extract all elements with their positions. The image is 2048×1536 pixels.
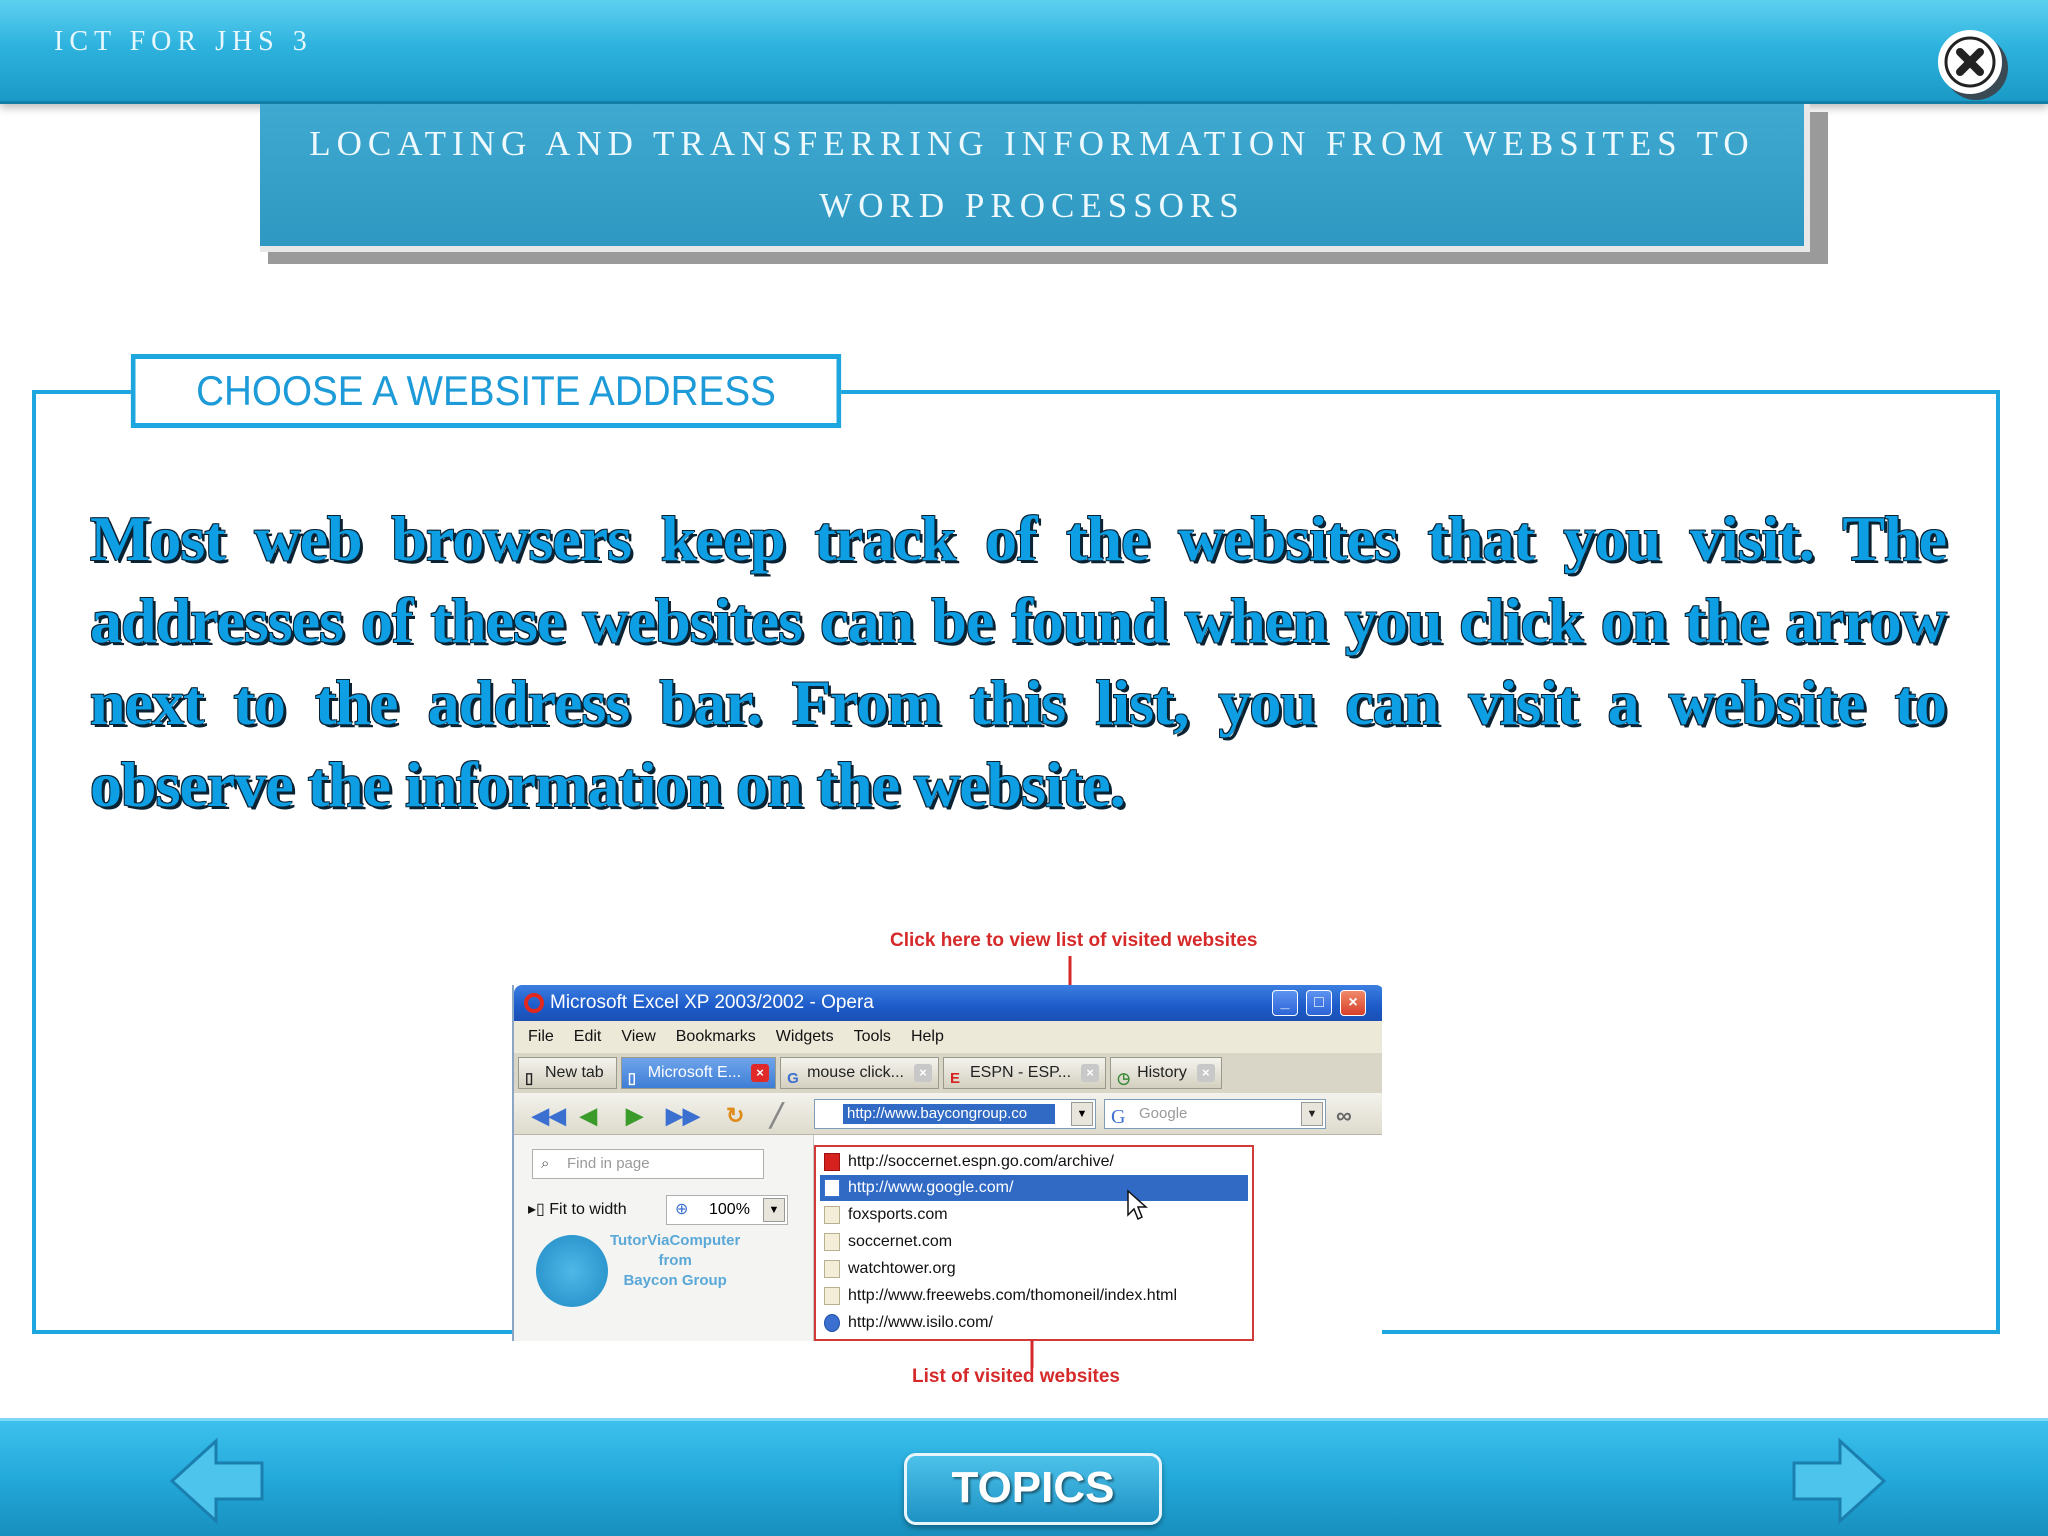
rewind-icon: ◀◀ (532, 1103, 566, 1128)
list-item: watchtower.org (820, 1256, 1248, 1282)
list-item: foxsports.com (820, 1202, 1248, 1228)
lesson-title: LOCATING AND TRANSFERRING INFORMATION FROM WEBSITES TO WORD PROCESSORS (309, 124, 1755, 225)
section-heading: CHOOSE A WEBSITE ADDRESS (131, 354, 841, 428)
fit-to-width: ▸▯ Fit to width (528, 1201, 627, 1218)
side-panel (514, 1135, 814, 1341)
window-close-icon: × (1340, 990, 1366, 1016)
browser-tab-new: ▯ New tab (518, 1057, 617, 1089)
mouse-cursor-icon (1126, 1189, 1148, 1223)
glasses-icon: ∞ (1336, 1103, 1352, 1128)
address-dropdown-arrow-icon: ▼ (1071, 1102, 1093, 1126)
history-icon: ◷ (1117, 1070, 1131, 1087)
zoom-box: ⊕ 100% ▼ (666, 1195, 788, 1225)
browser-tab-excel: ▯ Microsoft E... × (621, 1057, 776, 1089)
menu-tools: Tools (853, 1028, 891, 1045)
bottom-bar (0, 1418, 2048, 1536)
google-icon: G (787, 1070, 799, 1087)
lesson-title-panel (260, 104, 1810, 252)
close-button[interactable] (1938, 30, 2002, 94)
menu-view: View (621, 1028, 656, 1045)
menu-file: File (528, 1028, 554, 1045)
menu-bookmarks: Bookmarks (675, 1028, 756, 1045)
browser-screenshot (512, 985, 1382, 1341)
callout-top: Click here to view list of visited websites (890, 930, 1258, 951)
list-item-selected: http://www.google.com/ (820, 1175, 1248, 1201)
next-arrow-button[interactable] (1788, 1435, 1888, 1527)
browser-tab-espn: E ESPN - ESP... × (943, 1057, 1106, 1089)
address-value: http://www.baycongroup.co (843, 1104, 1055, 1124)
logo-text: TutorViaComputer from Baycon Group (610, 1232, 741, 1289)
zoom-dropdown-icon: ▼ (763, 1198, 785, 1222)
menu-edit: Edit (573, 1028, 602, 1045)
list-item: soccernet.com (820, 1229, 1248, 1255)
back-arrow-button[interactable] (168, 1435, 268, 1527)
page-icon: ▯ (627, 1070, 636, 1087)
close-icon (1942, 34, 1998, 90)
menu-help: Help (910, 1028, 944, 1045)
reload-icon: ↻ (726, 1103, 745, 1128)
espn-icon: E (949, 1070, 960, 1087)
back-icon: ◀ (580, 1103, 597, 1128)
search-dropdown-icon: ▼ (1301, 1102, 1323, 1126)
browser-tab-history: ◷ History × (1110, 1057, 1222, 1089)
find-in-page-box: ⌕ Find in page (532, 1149, 764, 1179)
maximize-icon: □ (1306, 990, 1332, 1016)
magnifier-icon: ⌕ (541, 1155, 550, 1172)
browser-toolbar (514, 1093, 1382, 1135)
app-title: ICT FOR JHS 3 (54, 26, 313, 57)
computer-logo-icon (536, 1235, 608, 1307)
search-box: G Google ▼ (1104, 1099, 1326, 1129)
minimize-icon: _ (1272, 990, 1298, 1016)
list-item: http://www.isilo.com/ (820, 1310, 1248, 1336)
visited-websites-list (814, 1145, 1254, 1341)
address-bar (814, 1099, 1096, 1129)
browser-tab-bar (514, 1053, 1382, 1093)
window-titlebar (514, 985, 1382, 1021)
zoom-icon: ⊕ (675, 1201, 689, 1218)
callout-bottom: List of visited websites (912, 1366, 1120, 1387)
topics-button[interactable]: TOPICS (904, 1453, 1162, 1525)
menu-bar (514, 1021, 1382, 1053)
page-icon: ▯ (525, 1070, 534, 1087)
window-title: Microsoft Excel XP 2003/2002 - Opera (550, 992, 874, 1013)
edit-icon: ╱ (770, 1103, 784, 1128)
top-bar (0, 0, 2048, 104)
opera-icon (524, 993, 544, 1013)
fast-forward-icon: ▶▶ (666, 1103, 700, 1128)
menu-widgets: Widgets (775, 1028, 834, 1045)
forward-icon: ▶ (626, 1103, 643, 1128)
callout-line-icon (1030, 1340, 1034, 1368)
google-icon: G (1111, 1106, 1126, 1128)
section-body-text: Most web browsers keep track of the websites that you visit. The addresses of these websites can be found when you click on the arrow next to the address bar. From this list, you can visit a website to observe the information on the website. (90, 503, 1946, 820)
browser-tab-google: G mouse click... × (780, 1057, 939, 1089)
list-item: http://www.freewebs.com/thomoneil/index.html (820, 1283, 1248, 1309)
list-item: http://soccernet.espn.go.com/archive/ (820, 1149, 1248, 1175)
